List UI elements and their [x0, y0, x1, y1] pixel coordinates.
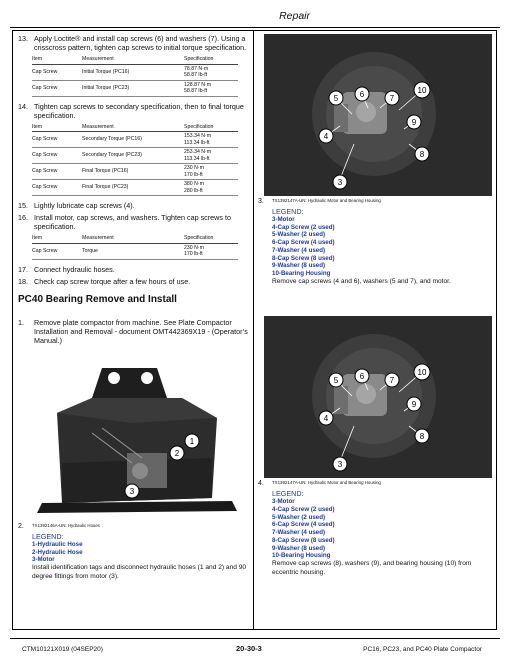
table-row: [32, 164, 238, 180]
step-number: 16.: [18, 213, 28, 222]
step-text: Remove plate compactor from machine. See Plate Compactor Installation and Removal - document OMT442369X19 - (Operator’s Manual.): [34, 318, 248, 345]
callout-label: 7: [389, 94, 395, 103]
step-text: Check cap screw torque after a few hours of use.: [34, 276, 191, 286]
callout-label: 4: [323, 132, 329, 141]
step-number: 13.: [18, 34, 28, 43]
page-footer: [10, 638, 500, 652]
step-number: 17.: [18, 264, 28, 274]
figure-description: Remove cap screws (8), washers (9), and bearing housing (10) from eccentric housing.: [272, 560, 472, 576]
legend-item: 5-Washer (2 used): [272, 231, 326, 239]
header-title: Repair: [279, 10, 310, 22]
table-cell: [184, 148, 238, 164]
table-cell: Cap Screw: [32, 64, 82, 80]
step-number: 14.: [18, 101, 28, 111]
table-cell: [184, 132, 238, 148]
figure-description: Install identification tags and disconnect hydraulic hoses (1 and 2) and 90 degree fittings from motor (3).: [32, 564, 247, 580]
table-row: [32, 80, 238, 96]
callout-label: 10: [417, 368, 427, 378]
document-id: CTM10121X019 (04SEP20): [22, 646, 103, 653]
step-text: Install motor, cap screws, and washers. Tighten cap screws to specification.: [34, 213, 231, 231]
callout-label: 7: [389, 376, 395, 386]
legend-item: 7-Washer (4 used): [272, 529, 326, 537]
table-cell: Initial Torque (PC23): [82, 80, 184, 96]
figure-number: 2.: [18, 523, 24, 530]
callout-label: 9: [411, 400, 417, 410]
callout-label: 4: [323, 414, 329, 424]
spec-metric: 230 N·m: [184, 165, 204, 171]
step-number: 15.: [18, 201, 28, 210]
callout-label: 9: [411, 118, 417, 127]
page-header: [10, 0, 500, 28]
table-header-measurement: Measurement: [82, 234, 184, 243]
table-cell: Cap Screw: [32, 164, 82, 180]
table-header-item: Item: [32, 234, 82, 243]
table-row: [32, 64, 238, 80]
motor-illustration: [264, 316, 492, 478]
legend-item: 10-Bearing Housing: [272, 270, 331, 277]
spec-metric: 253.34 N·m: [184, 149, 212, 155]
spec-metric: 153.34 N·m: [184, 133, 212, 139]
torque-table-initial: [32, 55, 238, 97]
torque-table-secondary-final: [32, 123, 238, 197]
table-row: [32, 132, 238, 148]
step-text: Tighten cap screws to secondary specification, then to final torque specification.: [34, 101, 244, 120]
step-text: Lightly lubricate cap screws (4).: [34, 201, 135, 210]
spec-imperial: 170 lb-ft: [184, 251, 203, 257]
step-text: Connect hydraulic hoses.: [34, 264, 115, 274]
legend-item: 10-Bearing Housing: [272, 552, 331, 560]
legend-title: LEGEND:: [272, 489, 304, 499]
page-number: 20-30-3: [236, 644, 262, 653]
table-cell: [184, 80, 238, 96]
table-cell: Cap Screw: [32, 180, 82, 196]
table-cell: Cap Screw: [32, 243, 82, 259]
step-number: 18.: [18, 276, 28, 286]
figure-description: Remove cap screws (4 and 6), washers (5 and 7), and motor.: [272, 277, 451, 285]
step-1: [18, 318, 248, 345]
legend-item: 6-Cap Screw (4 used): [272, 521, 335, 529]
table-cell: Final Torque (PC16): [82, 164, 184, 180]
figure-caption: [18, 523, 248, 532]
spec-metric: 230 N·m: [184, 244, 204, 251]
legend-item: 4-Cap Screw (2 used): [272, 223, 335, 231]
step-16: [18, 213, 248, 231]
figure-caption: [258, 198, 493, 207]
table-cell: Torque: [82, 243, 184, 259]
column-divider: [253, 30, 254, 630]
step-15: [18, 201, 248, 210]
figure-caption-text: TX1392147A-UN: Hydraulic Motor and Bearing Housing: [272, 480, 381, 486]
callout-marker: [125, 484, 139, 498]
callout-label: 10: [417, 86, 427, 95]
spec-imperial: 280 lb-ft: [184, 187, 203, 194]
table-cell: [184, 243, 238, 259]
motor-photo-2: [264, 316, 492, 478]
callout-label: 3: [337, 178, 343, 187]
spec-metric: 78.87 N·m: [184, 65, 209, 72]
figure-caption: [258, 480, 493, 489]
step-number: 1.: [18, 318, 24, 327]
legend-title: LEGEND:: [272, 206, 304, 216]
spec-imperial: 113.34 lb-ft: [184, 139, 210, 146]
left-column: [18, 34, 248, 581]
torque-table-install: [32, 234, 238, 260]
step-14: [18, 102, 248, 120]
callout-marker: [185, 434, 199, 448]
spec-metric: 380 N·m: [184, 181, 204, 187]
motor-photo-1: [264, 34, 492, 196]
legend-item: 7-Washer (4 used): [272, 246, 326, 254]
table-header-item: Item: [32, 55, 82, 64]
legend-item: 3-Motor: [272, 498, 295, 506]
callout-label: 2: [174, 449, 180, 458]
legend-item: 4-Cap Screw (2 used): [272, 505, 335, 513]
legend-item: 8-Cap Screw (8 used): [272, 254, 335, 262]
manual-title: PC16, PC23, and PC40 Plate Compactor: [363, 646, 482, 653]
table-row: [32, 148, 238, 164]
legend-item: 3-Motor: [32, 556, 55, 564]
table-header-measurement: Measurement: [82, 123, 184, 132]
callout-label: 5: [333, 376, 339, 386]
table-row: [32, 180, 238, 196]
table-cell: [184, 64, 238, 80]
figure-caption-text: TX1392147A-UN: Hydraulic Motor and Bearing Housing: [272, 198, 381, 203]
callout-label: 3: [337, 460, 343, 470]
table-cell: [184, 180, 238, 196]
figure-number: 3.: [258, 198, 264, 205]
table-cell: Cap Screw: [32, 80, 82, 96]
callout-label: 5: [333, 94, 339, 103]
callout-label: 3: [129, 487, 135, 496]
table-cell: Secondary Torque (PC16): [82, 132, 184, 148]
table-row: [32, 243, 238, 259]
table-header-spec: Specification: [184, 123, 238, 132]
step-18: [18, 277, 248, 286]
callout-label: 8: [419, 432, 425, 442]
section-title: PC40 Bearing Remove and Install: [18, 293, 177, 305]
legend-item: 6-Cap Screw (4 used): [272, 239, 335, 246]
figure-number: 4.: [258, 480, 264, 488]
table-cell: Secondary Torque (PC23): [82, 148, 184, 164]
step-17: [18, 265, 248, 274]
step-13: [18, 34, 248, 52]
compactor-illustration: [32, 353, 246, 521]
table-cell: Cap Screw: [32, 148, 82, 164]
table-header-measurement: Measurement: [82, 55, 184, 64]
table-header-spec: Specification: [184, 55, 238, 64]
callout-label: 1: [189, 437, 195, 446]
legend-item: 3-Motor: [272, 215, 295, 223]
spec-imperial: 58.87 lb-ft: [184, 72, 208, 78]
spec-imperial: 170 lb-ft: [184, 171, 203, 178]
callout-label: 6: [359, 372, 365, 382]
table-cell: Initial Torque (PC16): [82, 64, 184, 80]
callout-marker: [170, 446, 184, 460]
step-text: Apply Loctite® and install cap screws (6) and washers (7). Using a crisscross pattern, tighten cap screws to initial torque specification.: [34, 34, 247, 52]
motor-illustration: [264, 34, 492, 196]
figure-caption-text: TX1392146A-UN: Hydraulic Hoses: [32, 523, 100, 528]
table-cell: Final Torque (PC23): [82, 180, 184, 196]
legend-title: LEGEND:: [32, 531, 64, 541]
legend-item: 9-Washer (8 used): [272, 262, 326, 270]
table-header-item: Item: [32, 123, 82, 132]
legend-item: 8-Cap Screw (8 used): [272, 536, 335, 544]
legend-item: 1-Hydraulic Hose: [32, 540, 83, 548]
legend-item: 5-Washer (2 used): [272, 513, 326, 521]
table-cell: [184, 164, 238, 180]
spec-imperial: 113.34 lb-ft: [184, 155, 210, 162]
right-column: [258, 34, 493, 577]
table-header-spec: Specification: [184, 234, 238, 243]
callout-label: 6: [359, 90, 365, 99]
spec-imperial: 58.87 lb-ft: [184, 88, 208, 94]
legend-item: 9-Washer (8 used): [272, 544, 326, 552]
callout-label: 8: [419, 150, 425, 159]
compactor-photo: [32, 353, 246, 521]
spec-metric: 128.87 N·m: [184, 81, 212, 88]
table-cell: Cap Screw: [32, 132, 82, 148]
legend-item: 2-Hydraulic Hose: [32, 548, 83, 556]
